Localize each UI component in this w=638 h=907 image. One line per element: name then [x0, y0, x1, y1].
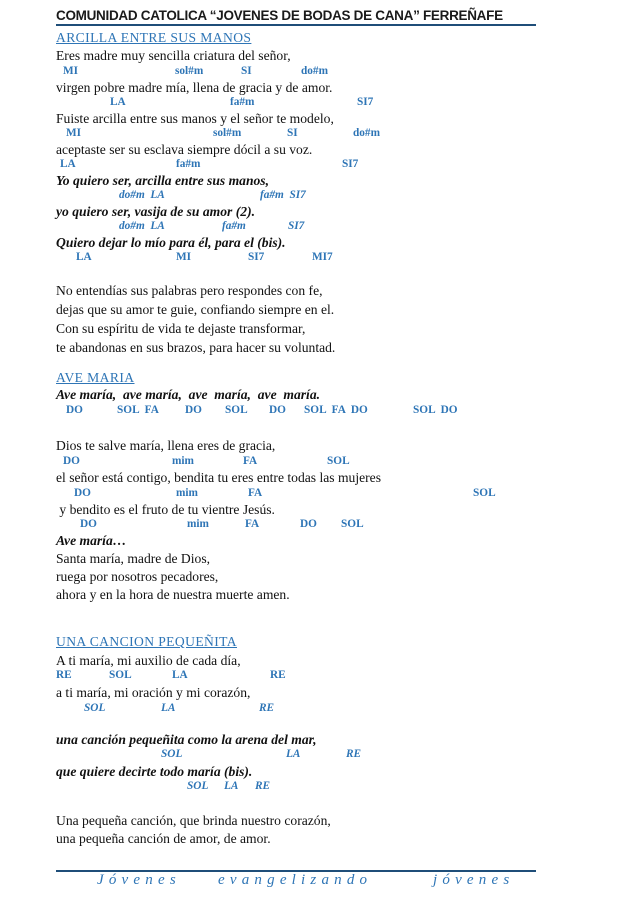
chord: mim: [176, 487, 198, 499]
chord: RE: [255, 780, 271, 792]
chord: SOL: [84, 702, 106, 714]
chord: fa#m: [230, 96, 255, 108]
chord: LA: [110, 96, 126, 108]
chord: do#m LA: [119, 220, 165, 232]
chord: DO: [66, 404, 83, 416]
chord: SI7: [357, 96, 374, 108]
verse-line: te abandonas en sus brazos, para hacer su voluntad.: [56, 340, 336, 355]
chord: fa#m SI7: [260, 189, 306, 201]
chord: SOL: [161, 748, 183, 760]
chord: MI: [63, 65, 79, 77]
chord: DO: [269, 404, 286, 416]
chord: SOL DO: [413, 404, 458, 416]
chorus-line: una canción pequeñita como la arena del mar,: [56, 732, 317, 747]
chord: MI7: [312, 251, 333, 263]
chord: DO: [63, 455, 80, 467]
chord: LA: [224, 780, 239, 792]
chord: MI: [66, 127, 82, 139]
lyric-line: el señor está contigo, bendita tu eres entre todas las mujeres: [56, 470, 382, 485]
chord: SI: [287, 127, 298, 139]
chord: SOL FA: [117, 404, 159, 416]
song-title-arcilla: ARCILLA ENTRE SUS MANOS: [56, 30, 252, 45]
chord: FA: [243, 455, 258, 467]
lyric-line: ahora y en la hora de nuestra muerte amen.: [56, 587, 290, 602]
lyric-line: una pequeña canción de amor, de amor.: [56, 831, 271, 846]
lyric-line: Eres madre muy sencilla criatura del señor,: [56, 48, 291, 63]
chorus-line: Yo quiero ser, arcilla entre sus manos,: [56, 173, 269, 188]
chord: SI: [241, 65, 252, 77]
chord: sol#m: [213, 127, 242, 139]
chord: do#m LA: [119, 189, 165, 201]
page-header: COMUNIDAD CATOLICA “JOVENES DE BODAS DE CANA” FERREÑAFE: [56, 8, 536, 26]
chord: mim: [172, 455, 194, 467]
chord: FA: [245, 518, 260, 530]
footer-word: evangelizando: [218, 872, 373, 888]
chord: RE: [346, 748, 362, 760]
footer-word: Jóvenes: [97, 872, 181, 888]
song-title-una-cancion: UNA CANCION PEQUEÑITA: [56, 634, 238, 649]
chorus-line: Quiero dejar lo mío para él, para el (bis).: [56, 235, 286, 250]
verse-line: No entendías sus palabras pero respondes con fe,: [56, 283, 323, 298]
chord: SI7: [248, 251, 265, 263]
chorus-line: que quiere decirte todo maría (bis).: [56, 764, 253, 779]
chord: RE: [259, 702, 275, 714]
chord: RE: [270, 669, 286, 681]
lyric-line: virgen pobre madre mía, llena de gracia y de amor.: [56, 80, 333, 95]
lyric-line: a ti maría, mi oración y mi corazón,: [56, 685, 251, 700]
chord: SOL: [187, 780, 209, 792]
chord: fa#m: [176, 158, 201, 170]
chord: LA: [76, 251, 92, 263]
verse-line: dejas que su amor te guie, confiando siempre en el.: [56, 302, 335, 317]
chord: SI7: [288, 220, 305, 232]
chord: SOL: [473, 487, 496, 499]
lyric-line: Una pequeña canción, que brinda nuestro corazón,: [56, 813, 331, 828]
chorus-line: Ave maría, ave maría, ave maría, ave maría.: [56, 387, 321, 402]
lyric-line: y bendito es el fruto de tu vientre Jesús.: [56, 502, 275, 517]
chord: mim: [187, 518, 209, 530]
lyric-line: Santa maría, madre de Dios,: [56, 551, 211, 566]
chord: SOL: [341, 518, 364, 530]
lyric-line: A ti maría, mi auxilio de cada día,: [56, 653, 241, 668]
chord: DO: [300, 518, 317, 530]
chord: DO: [80, 518, 97, 530]
chord: FA: [248, 487, 263, 499]
footer-word: jóvenes: [433, 872, 515, 888]
lyric-line: ruega por nosotros pecadores,: [56, 569, 219, 584]
chord: SOL: [109, 669, 132, 681]
chord: do#m: [353, 127, 380, 139]
chord: sol#m: [175, 65, 204, 77]
chord: do#m: [301, 65, 328, 77]
chord: fa#m: [222, 220, 246, 232]
song-title-ave-maria: AVE MARIA: [56, 370, 135, 385]
chord: DO: [185, 404, 202, 416]
chord: SOL: [225, 404, 248, 416]
chord: LA: [286, 748, 301, 760]
lyric-line: aceptaste ser su esclava siempre dócil a su voz.: [56, 142, 313, 157]
chord: SOL: [327, 455, 350, 467]
chord: SI7: [342, 158, 359, 170]
chord: LA: [60, 158, 76, 170]
chorus-line: Ave maría…: [56, 533, 127, 548]
lyric-line: Dios te salve maría, llena eres de gracia,: [56, 438, 276, 453]
chord: SOL FA DO: [304, 404, 368, 416]
chorus-line: yo quiero ser, vasija de su amor (2).: [56, 204, 255, 219]
verse-line: Con su espíritu de vida te dejaste transformar,: [56, 321, 306, 336]
chord: RE: [56, 669, 72, 681]
chord: LA: [172, 669, 188, 681]
chord: LA: [161, 702, 176, 714]
chord: DO: [74, 487, 91, 499]
lyric-line: Fuiste arcilla entre sus manos y el señor te modelo,: [56, 111, 334, 126]
chord: MI: [176, 251, 192, 263]
